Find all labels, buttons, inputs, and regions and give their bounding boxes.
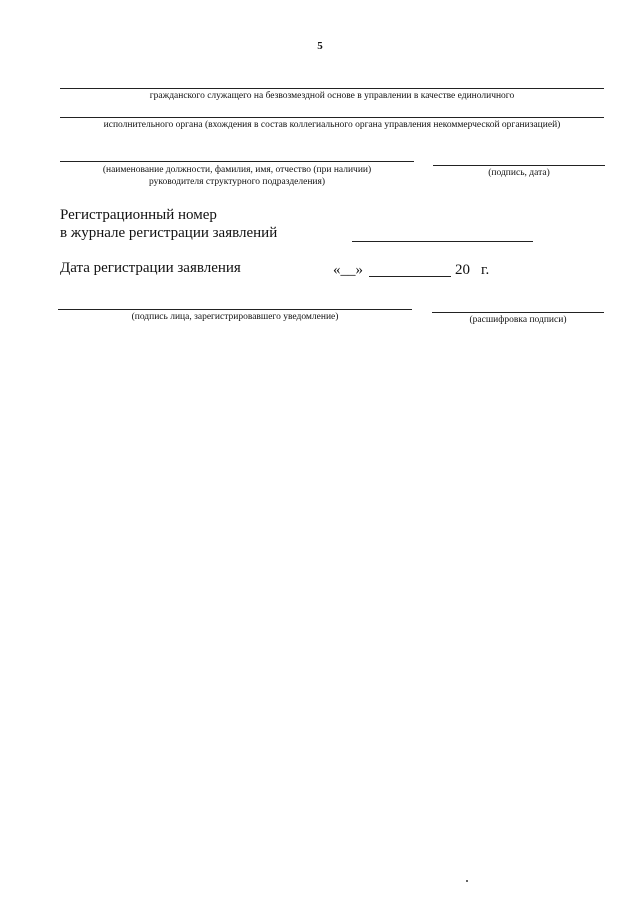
registrar-signature-line bbox=[58, 309, 412, 310]
reg-date-month-line bbox=[369, 276, 451, 277]
reg-date-year-suffix: г. bbox=[481, 262, 490, 278]
head-signature-line bbox=[433, 165, 605, 166]
registrar-decode-line bbox=[432, 312, 604, 313]
stray-mark bbox=[466, 880, 468, 882]
blank-line-2 bbox=[60, 117, 604, 118]
page-number: 5 bbox=[317, 40, 323, 52]
registrar-decode-caption: (расшифровка подписи) bbox=[469, 315, 567, 325]
line1-caption: гражданского служащего на безвозмездной основе в управлении в качестве единоличного bbox=[149, 91, 515, 101]
reg-number-label-1: Регистрационный номер bbox=[60, 207, 217, 223]
reg-date-year: 20 bbox=[455, 262, 470, 278]
reg-date-label: Дата регистрации заявления bbox=[60, 260, 241, 276]
reg-number-label-2: в журнале регистрации заявлений bbox=[60, 225, 278, 241]
reg-number-line bbox=[352, 241, 533, 242]
registrar-caption: (подпись лица, зарегистрировавшего уведомление) bbox=[131, 312, 339, 322]
head-caption-2: руководителя структурного подразделения) bbox=[148, 177, 326, 187]
head-caption-1: (наименование должности, фамилия, имя, отчество (при наличии) bbox=[102, 165, 372, 175]
head-signature-caption: (подпись, дата) bbox=[488, 168, 550, 178]
blank-line-1 bbox=[60, 88, 604, 89]
reg-date-day: «__» bbox=[333, 262, 363, 278]
head-name-line bbox=[60, 161, 414, 162]
line2-caption: исполнительного органа (вхождения в состав коллегиального органа управления некоммерческой организацией) bbox=[103, 120, 561, 130]
